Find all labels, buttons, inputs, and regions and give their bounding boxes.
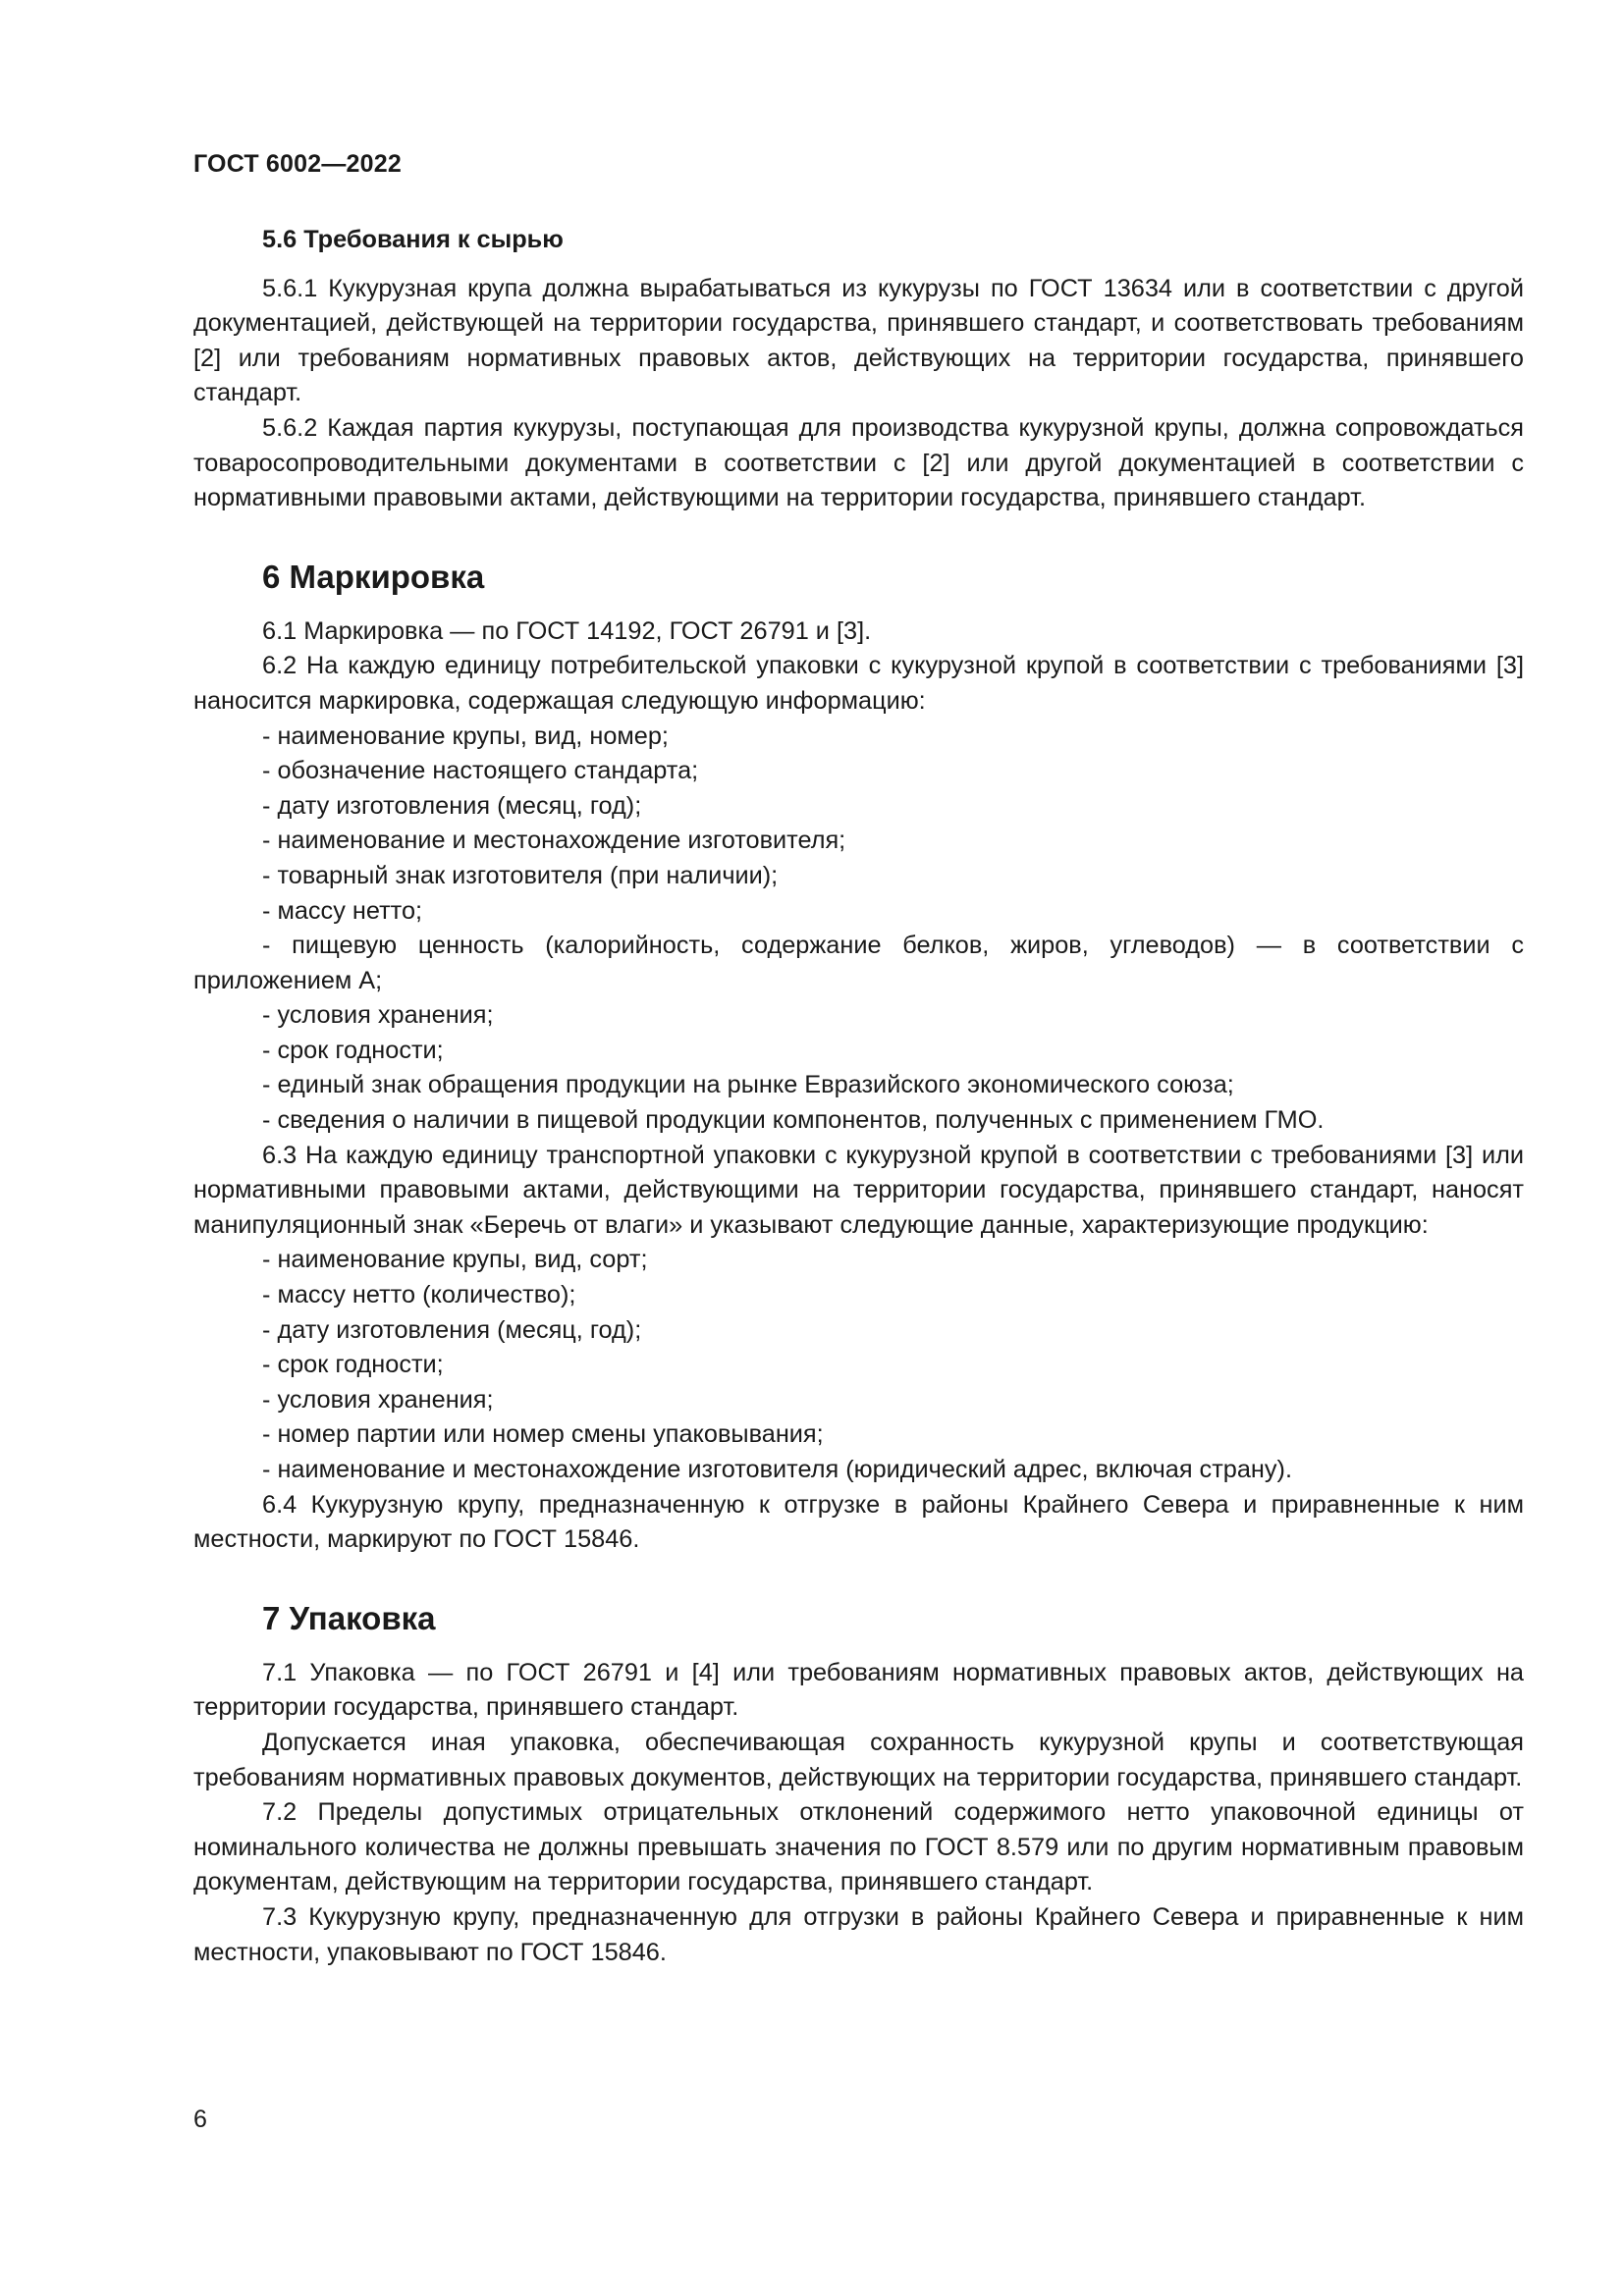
list-item: - наименование крупы, вид, номер; (262, 721, 669, 750)
document-body (193, 223, 1524, 1970)
list-item: - номер партии или номер смены упаковывания; (262, 1420, 824, 1449)
list-item: - обозначение настоящего стандарта; (262, 757, 699, 785)
paragraph-6-3: 6.3 На каждую единицу транспортной упаковки с кукурузной крупой в соответствии с требованиями [3] или нормативными правовыми актами, действующими на территории государства, принявшего стандарт, наносят манипуляционный знак «Беречь от влаги» и указывают следующие данные, характеризующие продукцию: (193, 1141, 1524, 1239)
paragraph-7-2: 7.2 Пределы допустимых отрицательных отклонений содержимого нетто упаковочной единицы от номинального количества не должны превышать значения по ГОСТ 8.579 или по другим нормативным правовым документам, действующим на территории государства, принявшего стандарт. (193, 1798, 1524, 1896)
paragraph-5-6-1: 5.6.1 Кукурузная крупа должна вырабатываться из кукурузы по ГОСТ 13634 или в соответствии с другой документацией, действующей на территории государства, принявшего стандарт, и соответствовать требованиям [2] или требованиям нормативных правовых актов, действующих на территории государства, принявшего стандарт. (193, 274, 1524, 407)
list-item: - товарный знак изготовителя (при наличии); (262, 861, 779, 889)
section-title-7: 7 Упаковка (262, 1599, 436, 1636)
list-item: - сведения о наличии в пищевой продукции компонентов, полученных с применением ГМО. (262, 1106, 1325, 1135)
list-item: - условия хранения; (262, 1385, 494, 1414)
paragraph-6-2: 6.2 На каждую единицу потребительской упаковки с кукурузной крупой в соответствии с требованиями [3] наносится маркировка, содержащая следующую информацию: (193, 652, 1524, 715)
list-item: - срок годности; (262, 1351, 444, 1379)
list-item: - наименование крупы, вид, сорт; (262, 1246, 648, 1274)
list-item: - массу нетто; (262, 896, 423, 925)
page-number: 6 (193, 2106, 207, 2133)
section-title-6: 6 Маркировка (262, 558, 485, 595)
list-item: - наименование и местонахождение изготовителя; (262, 827, 846, 855)
list-item: - массу нетто (количество); (262, 1281, 576, 1309)
document-code-header: ГОСТ 6002—2022 (193, 150, 402, 178)
paragraph-6-1: 6.1 Маркировка — по ГОСТ 14192, ГОСТ 26791 и [3]. (262, 616, 872, 645)
list-item: - пищевую ценность (калорийность, содержание белков, жиров, углеводов) — в соответствии с приложением А; (193, 932, 1524, 994)
list-item: - дату изготовления (месяц, год); (262, 791, 642, 820)
paragraph-7-1-continued: Допускается иная упаковка, обеспечивающая сохранность кукурузной крупы и соответствующая требованиям нормативных правовых документов, действующих на территории государства, принявшего стандарт. (193, 1728, 1524, 1791)
subsection-title-5-6: 5.6 Требования к сырью (262, 226, 564, 253)
list-item: - срок годности; (262, 1036, 444, 1064)
paragraph-7-1: 7.1 Упаковка — по ГОСТ 26791 и [4] или требованиям нормативных правовых актов, действующих на территории государства, принявшего стандарт. (193, 1658, 1524, 1722)
list-item: - наименование и местонахождение изготовителя (юридический адрес, включая страну). (262, 1456, 1292, 1483)
list-item: - дату изготовления (месяц, год); (262, 1315, 642, 1344)
list-item: - единый знак обращения продукции на рынке Евразийского экономического союза; (262, 1071, 1234, 1099)
paragraph-6-4: 6.4 Кукурузную крупу, предназначенную к отгрузке в районы Крайнего Севера и приравненные к ним местности, маркируют по ГОСТ 15846. (193, 1490, 1524, 1554)
paragraph-7-3: 7.3 Кукурузную крупу, предназначенную для отгрузки в районы Крайнего Севера и приравненные к ним местности, упаковывают по ГОСТ 15846. (193, 1902, 1524, 1966)
list-item: - условия хранения; (262, 1001, 494, 1030)
paragraph-5-6-2: 5.6.2 Каждая партия кукурузы, поступающая для производства кукурузной крупы, должна сопровождаться товаросопроводительными документами в соответствии с [2] или другой документацией в соответствии с нормативными правовыми актами, действующими на территории государства, принявшего стандарт. (193, 413, 1524, 512)
